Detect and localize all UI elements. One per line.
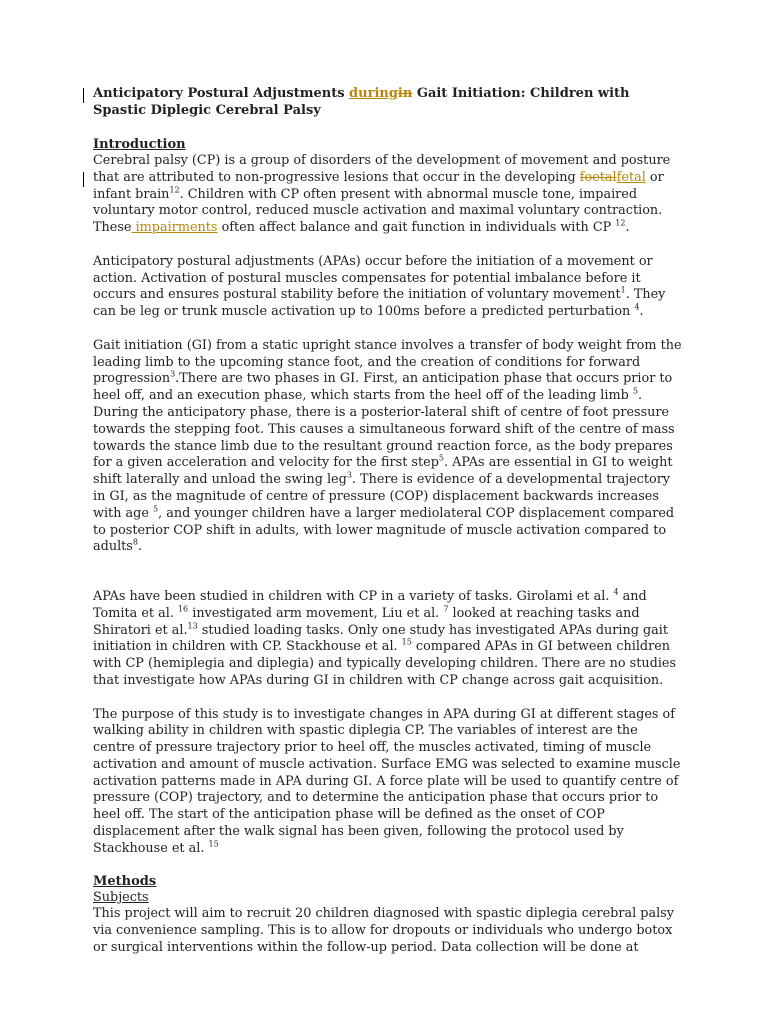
intro-paragraph-1: Cerebral palsy (CP) is a group of disorders of the development of movement and posture that are attributed to non-progressive lesions that occur in the developing foetalfetal or infant brain$^{12}$. Children with CP often present with abnormal muscle tone, impaired voluntary motor control, reduced muscle activation and maximal voluntary contraction. These impairments often affect balance and gait function in individuals with CP $^{12}$. [93,153,671,236]
intro-paragraph-5: The purpose of this study is to investigate changes in APA during GI at different stages of walking ability in children with spastic diplegia CP. The variables of interest are the centre of pressure trajectory prior to heel off, the muscles activated, timing of muscle activation and amount of muscle activation. Surface EMG was selected to examine muscle activation patterns made in APA during GI. A force plate will be used to quantify centre of pressure (COP) trajectory, and to determine the anticipation phase that occurs prior to heel off. The start of the anticipation phase will be defined as the onset of COP displacement after the walk signal has been given, following the protocol used by Stackhouse et al. $^{15}$ [93,706,681,856]
tracked-insertion: during [349,86,398,101]
introduction-heading: Introduction [93,137,186,152]
change-bar-fetal [83,172,84,187]
blank-line [93,573,683,589]
tracked-deletion: foetal [579,169,617,185]
methods-paragraph-1: This project will aim to recruit 20 children diagnosed with spastic diplegia cerebral palsy via convenience sampling. This is to allow for dropouts or individuals who undergo botox or surgical interventions within the follow-up period. Data collection will be done at [93,906,674,956]
document-title: Anticipatory Postural Adjustments duringin Gait Initiation: Children with Spastic Diplegic Cerebral Palsy [93,86,630,118]
subjects-subheading: Subjects [93,890,149,906]
tracked-insertion: fetal [616,169,646,185]
intro-paragraph-2: Anticipatory postural adjustments (APAs) occur before the initiation of a movement or action. Activation of postural muscles compensates for potential imbalance before it occurs and ensures postural stability before the initiation of voluntary movement$^1$. They can be leg or trunk muscle activation up to 100ms before a predicted perturbation $^4$. [93,253,666,320]
tracked-deletion: in [397,86,413,101]
intro-paragraph-4: APAs have been studied in children with CP in a variety of tasks. Girolami et al. $^4$ and Tomita et al. $^{16}$ investigated arm movement, Liu et al. $^7$ looked at reaching tasks and Shiratori et al.$^{13}$ studied loading tasks. Only one study has investigated APAs during gait initiation in children with CP. Stackhouse et al. $^{15}$ compared APAs in GI between children with CP (hemiplegia and diplegia) and typically developing children. There are no studies that investigate how APAs during GI in children with CP change across gait acquisition. [93,587,677,688]
methods-heading: Methods [93,874,157,890]
intro-paragraph-3: Gait initiation (GI) from a static upright stance involves a transfer of body weight from the leading limb to the upcoming stance foot, and the creation of conditions for forward progression$^3$.There are two phases in GI. First, an anticipation phase that occurs prior to heel off, and an execution phase, which starts from the heel off of the leading limb $^5$. During the anticipatory phase, there is a posterior-lateral shift of centre of foot pressure towards the stepping foot. This causes a simultaneous forward shift of the centre of mass towards the stance limb due to the resultant ground reaction force, as the body prepares for a given acceleration and velocity for the first step$^5$. APAs are essential in GI to weight shift laterally and unload the swing leg$^3$. There is evidence of a developmental trajectory in GI, as the magnitude of centre of pressure (COP) displacement backwards increases with age $^5$, and younger children have a larger mediolateral COP displacement compared to posterior COP shift in adults, with lower magnitude of muscle activation compared to adults$^8$. [93,337,682,555]
change-bar-title [83,88,84,103]
tracked-insertion: impairments [131,220,218,236]
document-page [93,86,683,974]
